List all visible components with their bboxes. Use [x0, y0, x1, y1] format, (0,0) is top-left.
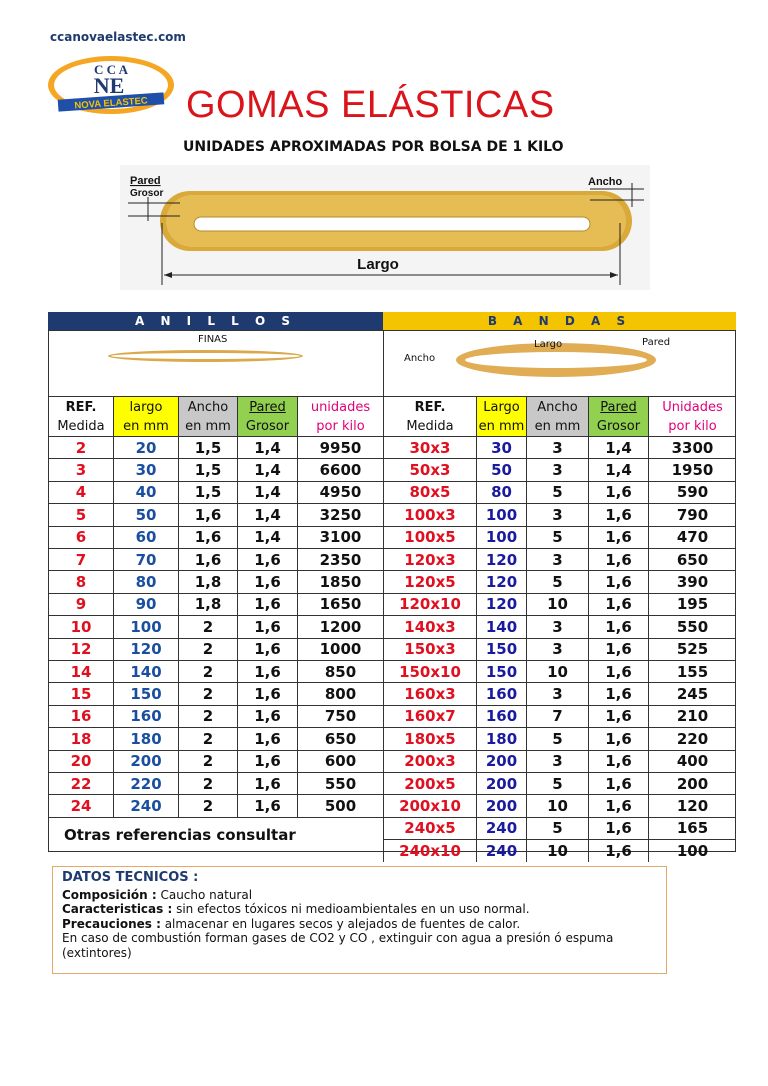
bandas-cell: 1,6	[588, 839, 648, 861]
anillos-cell: 1,6	[237, 638, 297, 660]
anillos-cell: 2	[178, 705, 237, 727]
bandas-cell: 155	[648, 660, 736, 682]
anillos-cell: 3100	[297, 526, 383, 548]
anillos-cell: 1,6	[178, 503, 237, 525]
anillos-cell: 1,4	[237, 503, 297, 525]
bandas-cell: 140	[476, 615, 526, 637]
anillos-cell: 1,6	[237, 682, 297, 704]
anillos-cell: 2	[178, 750, 237, 772]
bandas-cell: 165	[648, 817, 736, 839]
anillos-cell: 10	[48, 615, 113, 637]
anillos-cell: 1200	[297, 615, 383, 637]
bandas-cell: 180x5	[383, 727, 476, 749]
technical-line: Composición : Caucho natural	[62, 887, 253, 902]
bandas-cell: 10	[526, 660, 588, 682]
anillos-header-2: Ancho en mm	[178, 396, 237, 436]
site-url: ccanovaelastec.com	[50, 30, 186, 44]
anillos-header-0: REF. Medida	[48, 396, 113, 436]
finas-label: FINAS	[198, 334, 228, 345]
anillos-cell: 2350	[297, 548, 383, 570]
bandas-cell: 1,6	[588, 548, 648, 570]
bandas-cell: 3	[526, 615, 588, 637]
diagram-ancho-label: Ancho	[588, 176, 623, 188]
bandas-cell: 120	[476, 593, 526, 615]
anillos-cell: 150	[113, 682, 178, 704]
anillos-cell: 20	[48, 750, 113, 772]
anillos-cell: 750	[297, 705, 383, 727]
bandas-title: B A N D A S	[383, 312, 736, 330]
bandas-cell: 1,6	[588, 503, 648, 525]
technical-line: Precauciones : almacenar en lugares secos y alejados de fuentes de calor.	[62, 916, 521, 931]
anillos-cell: 1650	[297, 593, 383, 615]
anillos-cell: 1,6	[237, 772, 297, 794]
bandas-cell: 150x3	[383, 638, 476, 660]
anillos-cell: 1,5	[178, 436, 237, 458]
anillos-cell: 180	[113, 727, 178, 749]
anillos-cell: 1,8	[178, 593, 237, 615]
bandas-illustration	[383, 330, 736, 396]
anillos-cell: 500	[297, 794, 383, 816]
anillos-cell: 18	[48, 727, 113, 749]
bandas-cell: 180	[476, 727, 526, 749]
bandas-cell: 120x3	[383, 548, 476, 570]
diagram-largo-label: Largo	[357, 256, 399, 273]
bandas-header-3: Pared Grosor	[588, 396, 648, 436]
bandas-cell: 5	[526, 727, 588, 749]
anillos-cell: 160	[113, 705, 178, 727]
bandas-cell: 140x3	[383, 615, 476, 637]
technical-data-box	[52, 866, 667, 974]
rubber-bands-table	[48, 312, 736, 860]
bandas-cell: 590	[648, 481, 736, 503]
bandas-cell: 5	[526, 817, 588, 839]
bandas-cell: 5	[526, 772, 588, 794]
other-references-note: Otras referencias consultar	[64, 825, 296, 844]
anillos-cell: 1,6	[178, 526, 237, 548]
bandas-cell: 100	[476, 526, 526, 548]
anillos-cell: 650	[297, 727, 383, 749]
anillos-cell: 9	[48, 593, 113, 615]
anillos-cell: 140	[113, 660, 178, 682]
bandas-cell: 10	[526, 593, 588, 615]
anillos-cell: 1,6	[237, 593, 297, 615]
bandas-cell: 1,6	[588, 817, 648, 839]
anillos-cell: 7	[48, 548, 113, 570]
anillos-cell: 2	[178, 682, 237, 704]
bandas-cell: 240x10	[383, 839, 476, 861]
bandas-cell: 3	[526, 436, 588, 458]
anillos-cell: 80	[113, 570, 178, 592]
bandas-cell: 650	[648, 548, 736, 570]
anillos-cell: 1,5	[178, 458, 237, 480]
anillos-cell: 1,6	[178, 548, 237, 570]
band-ancho-label: Ancho	[404, 353, 436, 364]
anillos-cell: 22	[48, 772, 113, 794]
bandas-cell: 120	[476, 570, 526, 592]
anillos-cell: 5	[48, 503, 113, 525]
bandas-cell: 3	[526, 750, 588, 772]
bandas-cell: 160	[476, 705, 526, 727]
bandas-cell: 80	[476, 481, 526, 503]
logo-top-text: C C A	[94, 62, 128, 77]
anillos-title: A N I L L O S	[48, 312, 383, 330]
bandas-cell: 30	[476, 436, 526, 458]
bandas-cell: 200	[476, 772, 526, 794]
anillos-cell: 1,6	[237, 750, 297, 772]
bandas-cell: 160x3	[383, 682, 476, 704]
bandas-cell: 790	[648, 503, 736, 525]
bandas-cell: 400	[648, 750, 736, 772]
bandas-cell: 5	[526, 481, 588, 503]
anillos-cell: 40	[113, 481, 178, 503]
anillos-cell: 100	[113, 615, 178, 637]
anillos-header-1: largo en mm	[113, 396, 178, 436]
anillos-cell: 1,6	[237, 705, 297, 727]
anillos-cell: 15	[48, 682, 113, 704]
bandas-cell: 150	[476, 638, 526, 660]
bandas-cell: 100x5	[383, 526, 476, 548]
bandas-cell: 240	[476, 839, 526, 861]
bandas-cell: 1950	[648, 458, 736, 480]
bandas-cell: 1,6	[588, 593, 648, 615]
bandas-cell: 1,6	[588, 682, 648, 704]
bandas-cell: 100x3	[383, 503, 476, 525]
bandas-cell: 200x10	[383, 794, 476, 816]
anillos-cell: 1,6	[237, 570, 297, 592]
bandas-cell: 150	[476, 660, 526, 682]
anillos-cell: 30	[113, 458, 178, 480]
anillos-cell: 24	[48, 794, 113, 816]
bandas-cell: 1,4	[588, 458, 648, 480]
anillos-cell: 16	[48, 705, 113, 727]
bandas-header-0: REF. Medida	[383, 396, 476, 436]
bandas-cell: 200	[476, 794, 526, 816]
anillos-cell: 1,5	[178, 481, 237, 503]
anillos-cell: 1,6	[237, 794, 297, 816]
bandas-cell: 3	[526, 548, 588, 570]
bandas-cell: 80x5	[383, 481, 476, 503]
anillos-cell: 60	[113, 526, 178, 548]
bandas-cell: 5	[526, 526, 588, 548]
anillos-cell: 1,6	[237, 548, 297, 570]
anillos-cell: 2	[178, 727, 237, 749]
anillos-cell: 4	[48, 481, 113, 503]
anillos-cell: 9950	[297, 436, 383, 458]
bandas-cell: 240x5	[383, 817, 476, 839]
bandas-cell: 160	[476, 682, 526, 704]
bandas-cell: 390	[648, 570, 736, 592]
anillos-cell: 1,6	[237, 615, 297, 637]
anillos-cell: 8	[48, 570, 113, 592]
anillos-cell: 1,4	[237, 526, 297, 548]
anillos-cell: 1850	[297, 570, 383, 592]
anillos-illustration	[48, 330, 383, 396]
bandas-cell: 120	[648, 794, 736, 816]
anillos-cell: 2	[178, 794, 237, 816]
bandas-cell: 150x10	[383, 660, 476, 682]
technical-data-title: DATOS TECNICOS :	[62, 870, 199, 885]
bandas-cell: 1,4	[588, 436, 648, 458]
anillos-cell: 240	[113, 794, 178, 816]
bandas-cell: 120	[476, 548, 526, 570]
bandas-header-2: Ancho en mm	[526, 396, 588, 436]
anillos-cell: 6600	[297, 458, 383, 480]
technical-line: En caso de combustión forman gases de CO2 y CO , extinguir con agua a presión ó espuma (extintores)	[62, 931, 614, 960]
bandas-cell: 3	[526, 503, 588, 525]
bandas-cell: 200	[476, 750, 526, 772]
bandas-cell: 120x5	[383, 570, 476, 592]
bandas-cell: 220	[648, 727, 736, 749]
bandas-cell: 1,6	[588, 526, 648, 548]
logo-bottom-text: NOVA ELASTEC	[74, 95, 149, 112]
anillos-cell: 50	[113, 503, 178, 525]
bandas-cell: 160x7	[383, 705, 476, 727]
bandas-cell: 7	[526, 705, 588, 727]
anillos-cell: 1,4	[237, 481, 297, 503]
bandas-cell: 100	[476, 503, 526, 525]
anillos-cell: 90	[113, 593, 178, 615]
anillos-cell: 3	[48, 458, 113, 480]
band-diagram	[120, 165, 650, 290]
bandas-cell: 3	[526, 682, 588, 704]
anillos-cell: 550	[297, 772, 383, 794]
anillos-cell: 1000	[297, 638, 383, 660]
bandas-cell: 1,6	[588, 660, 648, 682]
bandas-cell: 240	[476, 817, 526, 839]
bandas-cell: 10	[526, 839, 588, 861]
bandas-cell: 120x10	[383, 593, 476, 615]
company-logo	[46, 54, 176, 116]
bandas-header-4: Unidades por kilo	[648, 396, 736, 436]
anillos-cell: 2	[178, 660, 237, 682]
page-title: GOMAS ELÁSTICAS	[186, 84, 555, 126]
bandas-cell: 200	[648, 772, 736, 794]
bandas-cell: 200x3	[383, 750, 476, 772]
bandas-cell: 1,6	[588, 638, 648, 660]
anillos-cell: 2	[48, 436, 113, 458]
bandas-cell: 200x5	[383, 772, 476, 794]
bandas-cell: 1,6	[588, 570, 648, 592]
bandas-cell: 3300	[648, 436, 736, 458]
anillos-cell: 20	[113, 436, 178, 458]
band-largo-label: Largo	[534, 339, 563, 350]
anillos-cell: 1,6	[237, 660, 297, 682]
anillos-cell: 2	[178, 638, 237, 660]
anillos-cell: 14	[48, 660, 113, 682]
anillos-header-3: Pared Grosor	[237, 396, 297, 436]
anillos-cell: 12	[48, 638, 113, 660]
bandas-cell: 50x3	[383, 458, 476, 480]
technical-line: Caracteristicas : sin efectos tóxicos ni medioambientales en un uso normal.	[62, 902, 530, 916]
bandas-cell: 1,6	[588, 615, 648, 637]
anillos-cell: 1,4	[237, 436, 297, 458]
bandas-cell: 50	[476, 458, 526, 480]
bandas-cell: 1,6	[588, 750, 648, 772]
bandas-cell: 30x3	[383, 436, 476, 458]
bandas-cell: 1,6	[588, 772, 648, 794]
anillos-header-4: unidades por kilo	[297, 396, 383, 436]
bandas-cell: 210	[648, 705, 736, 727]
diagram-grosor-label: Grosor	[130, 188, 164, 199]
bandas-cell: 3	[526, 458, 588, 480]
anillos-cell: 850	[297, 660, 383, 682]
anillos-cell: 4950	[297, 481, 383, 503]
anillos-cell: 200	[113, 750, 178, 772]
bandas-cell: 3	[526, 638, 588, 660]
anillos-cell: 220	[113, 772, 178, 794]
band-pared-label: Pared	[642, 337, 671, 348]
bandas-cell: 5	[526, 570, 588, 592]
anillos-cell: 600	[297, 750, 383, 772]
ring-icon	[108, 350, 303, 362]
diagram-pared-label: Pared	[130, 175, 161, 187]
bandas-cell: 245	[648, 682, 736, 704]
bandas-cell: 100	[648, 839, 736, 861]
bandas-cell: 1,6	[588, 727, 648, 749]
bandas-cell: 1,6	[588, 794, 648, 816]
anillos-cell: 2	[178, 772, 237, 794]
bandas-cell: 195	[648, 593, 736, 615]
anillos-cell: 1,8	[178, 570, 237, 592]
bandas-cell: 1,6	[588, 481, 648, 503]
bandas-cell: 10	[526, 794, 588, 816]
bandas-cell: 550	[648, 615, 736, 637]
anillos-cell: 120	[113, 638, 178, 660]
bandas-cell: 525	[648, 638, 736, 660]
anillos-cell: 6	[48, 526, 113, 548]
bandas-cell: 1,6	[588, 705, 648, 727]
anillos-cell: 2	[178, 615, 237, 637]
anillos-cell: 800	[297, 682, 383, 704]
anillos-cell: 70	[113, 548, 178, 570]
bandas-cell: 470	[648, 526, 736, 548]
anillos-cell: 1,4	[237, 458, 297, 480]
bandas-header-1: Largo en mm	[476, 396, 526, 436]
page-subtitle: UNIDADES APROXIMADAS POR BOLSA DE 1 KILO	[183, 139, 564, 155]
anillos-cell: 3250	[297, 503, 383, 525]
logo-mid-text: NE	[93, 73, 125, 98]
anillos-cell: 1,6	[237, 727, 297, 749]
